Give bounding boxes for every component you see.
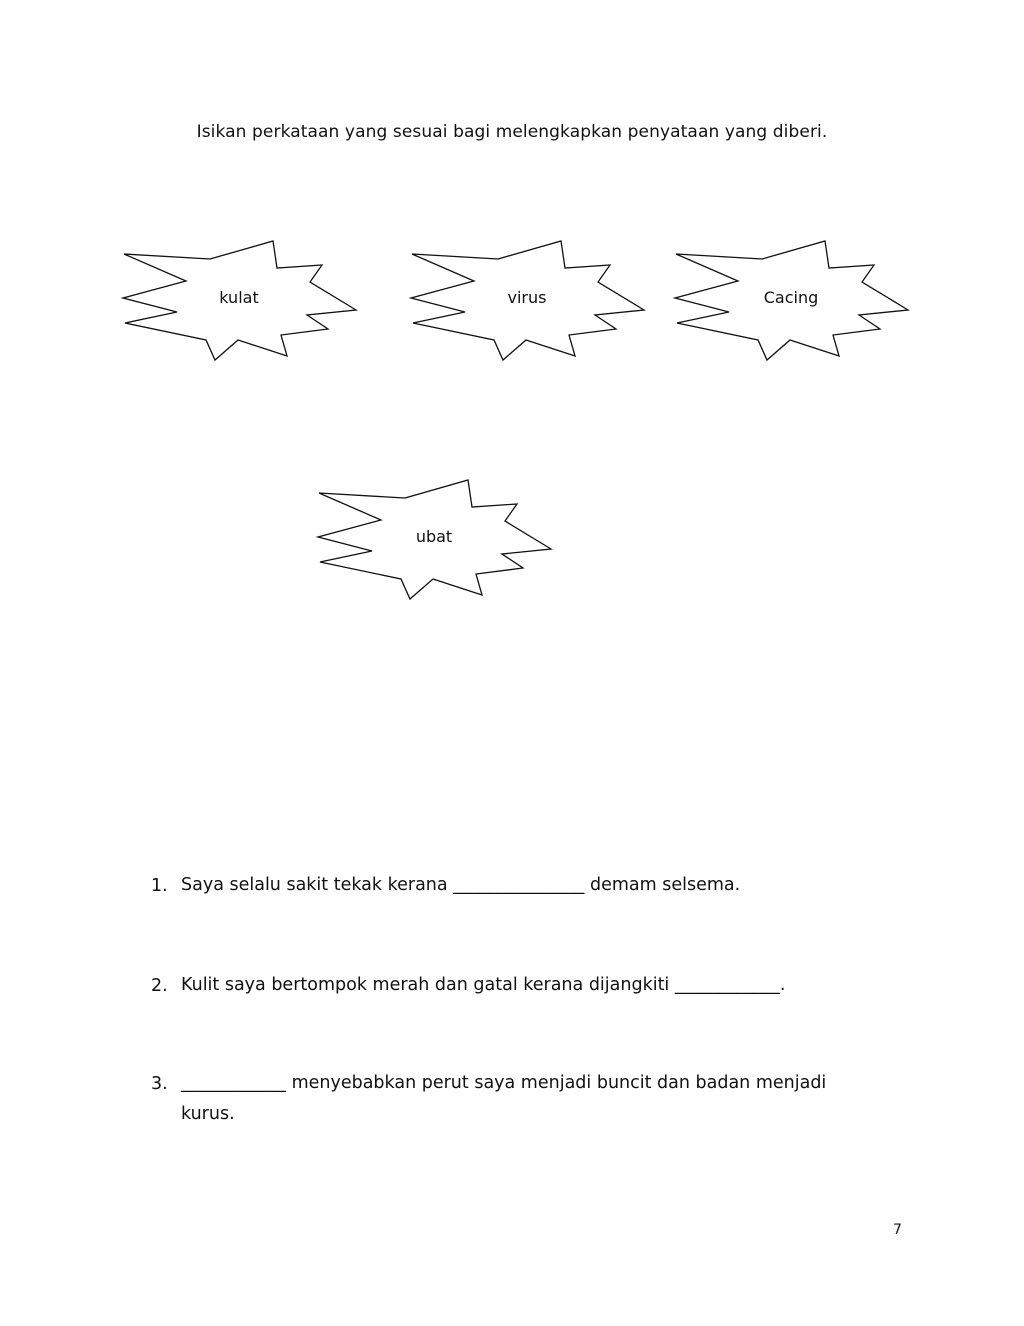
worksheet-instruction: Isikan perkataan yang sesuai bagi melengkapkan penyataan yang diberi. xyxy=(196,122,828,142)
question-2 xyxy=(151,976,931,1008)
question-1 xyxy=(151,876,931,908)
question-text: Saya selalu sakit tekak kerana _______________ demam selsema. xyxy=(181,875,741,895)
question-text-line-2: kurus. xyxy=(181,1104,235,1124)
question-3 xyxy=(151,1074,931,1138)
word-bank-item-kulat xyxy=(120,238,358,362)
question-number: 3. xyxy=(151,1074,168,1094)
word-label: ubat xyxy=(415,527,453,546)
word-label: kulat xyxy=(219,288,259,307)
word-label: virus xyxy=(507,288,547,307)
page-number: 7 xyxy=(893,1222,902,1238)
word-bank-item-ubat xyxy=(315,477,553,601)
word-label: Cacing xyxy=(763,288,819,307)
question-number: 2. xyxy=(151,976,168,996)
word-bank-item-virus xyxy=(408,238,646,362)
question-text: Kulit saya bertompok merah dan gatal kerana dijangkiti ____________. xyxy=(181,975,786,995)
word-bank-item-cacing xyxy=(672,238,910,362)
question-number: 1. xyxy=(151,876,168,896)
question-text-line-1: ____________ menyebabkan perut saya menjadi buncit dan badan menjadi xyxy=(181,1073,827,1093)
